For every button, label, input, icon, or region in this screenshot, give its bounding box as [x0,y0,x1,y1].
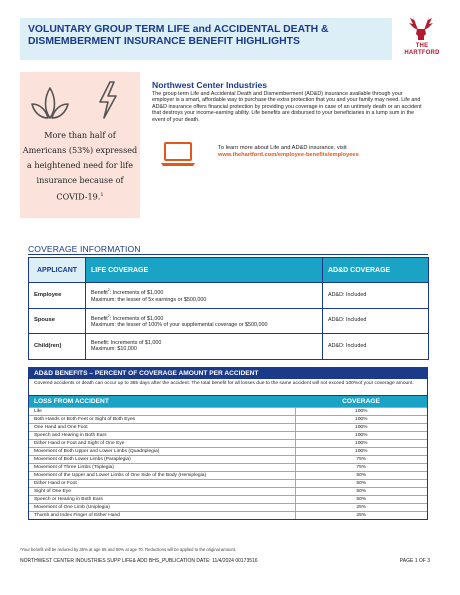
table-row [29,431,427,439]
life-benefit-post: : Increments of $1,000 [109,290,164,297]
benefit-footnote-marker: 2 [107,313,110,318]
add-coverage-header: AD&D COVERAGE [323,258,429,283]
applicant-header: APPLICANT [29,258,86,283]
table-row [29,487,427,495]
learn-more [218,145,418,159]
coverage-percent-cell: 25% [295,503,427,511]
coverage-percent-cell: 50% [295,479,427,487]
add-coverage-cell: AD&D: Included [323,308,429,334]
table-row [29,463,427,471]
life-coverage-header: LIFE COVERAGE [86,258,323,283]
promo-footnote-marker: 1 [100,192,104,198]
intro-paragraph: The group term Life and Accidental Death and Dismemberment (AD&D) insurance available through your employer is a smart, affordable way to purchase the extra protection that you and your family may need. Life and AD&D insurance offers financial protection by providing you coverage in case of an untimely death or an accident that destroys your income-earning ability. Life benefits are disbursed to your beneficiaries in a lump sum in the event of your death. [152,91,422,123]
coverage-percent-cell: 75% [295,455,427,463]
footer-publication-info: NORTHWEST CENTER INDUSTRIES SUPP LIFE& ADD BHS_PUBLICATION DATE: 11/4/2024 00173516 [20,558,258,564]
page-footer [20,558,430,564]
table-row [29,423,427,431]
life-maximum: Maximum: the lesser of 5x earnings or $500,000 [91,296,207,303]
learn-more-text: To learn more about Life and AD&D insurance, visit [218,145,347,151]
table-row [29,415,427,423]
table-row [29,447,427,455]
table-row [29,308,429,334]
loss-cell: Both Hands or Both Feet or Sight of Both Eyes [29,415,295,423]
add-benefits-heading: AD&D BENEFITS – PERCENT OF COVERAGE AMOUNT PER ACCIDENT [29,368,427,379]
loss-cell: One Hand and One Foot [29,423,295,431]
learn-more-link[interactable]: www.thehartford.com/employee-benefits/employees [218,152,359,158]
loss-cell: Movement of Both Lower Limbs (Paraplegia) [29,455,295,463]
life-coverage-cell [86,308,323,334]
logo-line-2: HARTFORD [404,49,440,56]
promo-text: More than half of Americans (53%) expressed a heightened need for life insurance because of COVID-19. [22,130,138,202]
add-coverage-cell: AD&D: Included [323,334,429,360]
lightning-icon [96,80,120,120]
coverage-percent-cell: 50% [295,495,427,503]
coverage-percent-cell: 100% [295,431,427,439]
table-row [29,283,429,309]
loss-cell: Life [29,407,295,415]
loss-cell: Movement of the Upper and Lower Limbs of One Side of the Body (Hemiplegia) [29,471,295,479]
loss-column-header: LOSS FROM ACCIDENT [29,396,295,407]
laptop-icon [160,141,196,167]
loss-cell: Sight of One Eye [29,487,295,495]
coverage-percent-cell: 100% [295,439,427,447]
add-benefits-table [29,396,427,519]
table-row [29,479,427,487]
table-row [29,334,429,360]
coverage-header-row [29,258,429,283]
loss-cell: Movement of One Limb (Uniplegia) [29,503,295,511]
table-row [29,511,427,519]
loss-cell: Speech and Hearing in Both Ears [29,431,295,439]
coverage-percent-cell: 100% [295,415,427,423]
loss-cell: Either Hand or Foot and Sight of One Eye [29,439,295,447]
promo-statistic [22,128,138,205]
coverage-percent-cell: 100% [295,423,427,431]
benefits-header-row [29,396,427,407]
loss-cell: Movement of Both Upper and Lower Limbs (Quadriplegia) [29,447,295,455]
benefit-footnote-marker: 2 [107,288,110,293]
table-row [29,439,427,447]
title-line-2: DISMEMBERMENT INSURANCE BENEFIT HIGHLIGHTS [28,35,300,47]
loss-cell: Speech or Hearing in Both Ears [29,495,295,503]
add-coverage-cell: AD&D: Included [323,283,429,309]
add-benefits-box [28,367,428,520]
add-benefits-note: Covered accidents or death can occur up to 365 days after the accident. The total benefit for all losses due to the same accident will not exceed 100%of your coverage amount. [29,379,427,396]
life-maximum: Maximum: the lesser of 100% of your supplemental coverage or $500,000 [91,322,268,329]
table-row [29,471,427,479]
table-row [29,455,427,463]
applicant-cell: Child(ren) [29,334,86,360]
title-line-1: VOLUNTARY GROUP TERM LIFE and ACCIDENTAL DEATH & [28,24,329,35]
coverage-percent-cell: 50% [295,471,427,479]
life-coverage-cell [86,334,323,360]
coverage-percent-cell: 25% [295,511,427,519]
section-divider [28,254,428,255]
life-benefit-pre: Benefit [91,315,108,322]
applicant-cell: Spouse [29,308,86,334]
coverage-percent-cell: 100% [295,407,427,415]
loss-cell: Movement of Three Limbs (Triplegia) [29,463,295,471]
loss-cell: Thumb and Index Finger of Either Hand [29,511,295,519]
table-row [29,495,427,503]
table-row [29,503,427,511]
coverage-percent-cell: 50% [295,487,427,495]
loss-cell: Either Hand or Foot [29,479,295,487]
life-benefit-post: : Increments of $1,000 [109,315,164,322]
company-name: Northwest Center Industries [152,80,268,90]
page-title [28,24,388,47]
logo-line-1: THE [415,43,429,49]
applicant-cell: Employee [29,283,86,309]
page-number: PAGE 1 OF 3 [399,558,430,564]
coverage-column-header: COVERAGE [295,396,427,407]
table-row [29,407,427,415]
coverage-percent-cell: 75% [295,463,427,471]
life-maximum: Maximum: $10,000 [91,346,137,353]
coverage-table [28,257,429,360]
life-coverage-cell [86,283,323,309]
coverage-percent-cell: 100% [295,447,427,455]
life-benefit-pre: Benefit [91,290,108,297]
life-benefit-pre: Benefit: Increments of $1,000 [91,339,162,346]
coverage-section-title: COVERAGE INFORMATION [28,244,141,254]
leaves-icon [30,84,70,120]
brand-logo-text [400,43,444,56]
footnote: ²Your benefit will be reduced by 35% at age 65 and 50% at age 70. Reductions will be applied to the original amount. [20,547,237,552]
